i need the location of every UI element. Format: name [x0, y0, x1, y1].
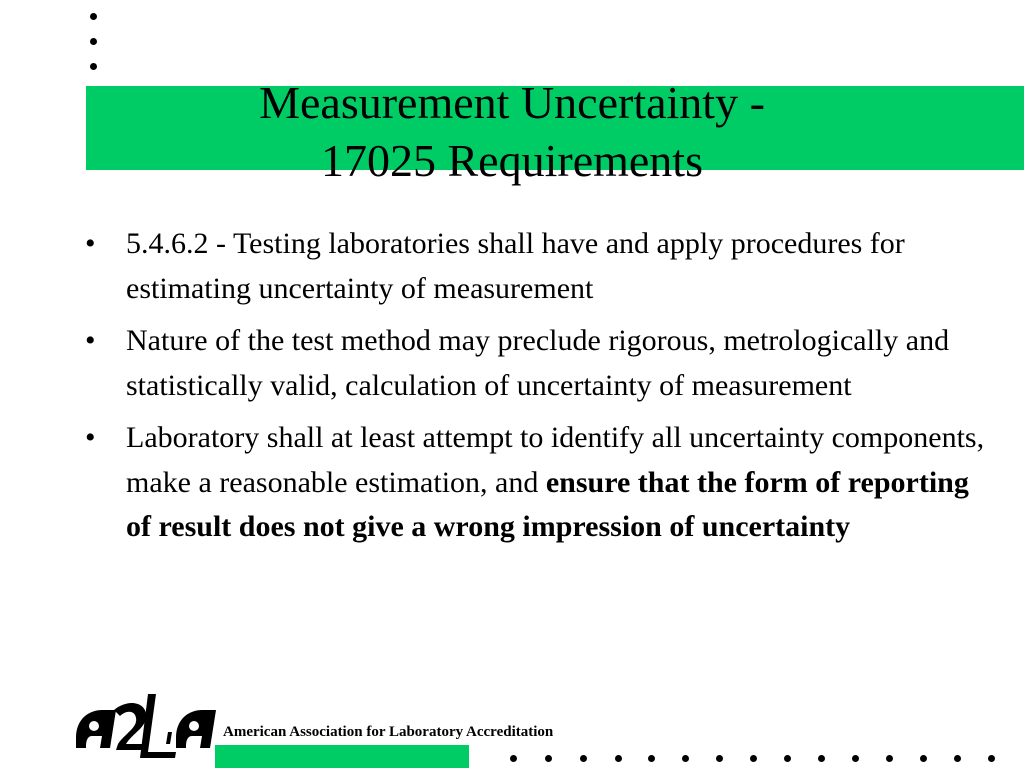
bullet-item	[85, 416, 985, 550]
decorative-dot-top-2	[90, 38, 97, 45]
bullet-list	[85, 222, 985, 558]
a2la-logo	[76, 688, 218, 768]
bullet-emphasis-text: ensure that the form of reporting of result does not give a wrong impression of uncertainty	[126, 465, 969, 543]
decorative-dot-bottom-1	[510, 755, 517, 762]
decorative-dot-bottom-9	[784, 755, 791, 762]
bullet-marker: •	[85, 227, 96, 260]
bullet-item	[85, 222, 985, 311]
decorative-dot-bottom-13	[920, 755, 927, 762]
slide-title-line-2: 17025 Requirements	[321, 135, 703, 186]
decorative-dot-bottom-14	[954, 755, 961, 762]
decorative-dot-bottom-4	[615, 755, 622, 762]
decorative-dot-bottom-3	[580, 755, 587, 762]
decorative-dot-bottom-6	[682, 755, 689, 762]
decorative-dot-top-1	[90, 13, 97, 20]
decorative-dot-bottom-12	[886, 755, 893, 762]
decorative-dot-bottom-5	[648, 755, 655, 762]
organization-name: American Association for Laboratory Accreditation	[223, 724, 554, 740]
decorative-dot-bottom-7	[716, 755, 723, 762]
bullet-item	[85, 319, 985, 408]
slide-title	[0, 74, 1024, 190]
slide-title-line-1: Measurement Uncertainty -	[259, 77, 765, 128]
footer-accent-band	[215, 745, 469, 768]
decorative-dot-bottom-15	[988, 755, 995, 762]
bullet-text: Laboratory shall at least attempt to identify all uncertainty components, make a reasonable estimation, and	[126, 421, 985, 499]
decorative-dot-bottom-2	[545, 755, 552, 762]
bullet-marker: •	[85, 421, 96, 454]
decorative-dot-top-3	[90, 63, 97, 70]
decorative-dot-bottom-11	[852, 755, 859, 762]
bullet-marker: •	[85, 324, 96, 357]
bullet-text: 5.4.6.2 - Testing laboratories shall have and apply procedures for estimating uncertainty of measurement	[126, 227, 905, 305]
decorative-dot-bottom-8	[750, 755, 757, 762]
decorative-dot-bottom-10	[818, 755, 825, 762]
bullet-text: Nature of the test method may preclude rigorous, metrologically and statistically valid, calculation of uncertainty of measurement	[126, 324, 950, 402]
